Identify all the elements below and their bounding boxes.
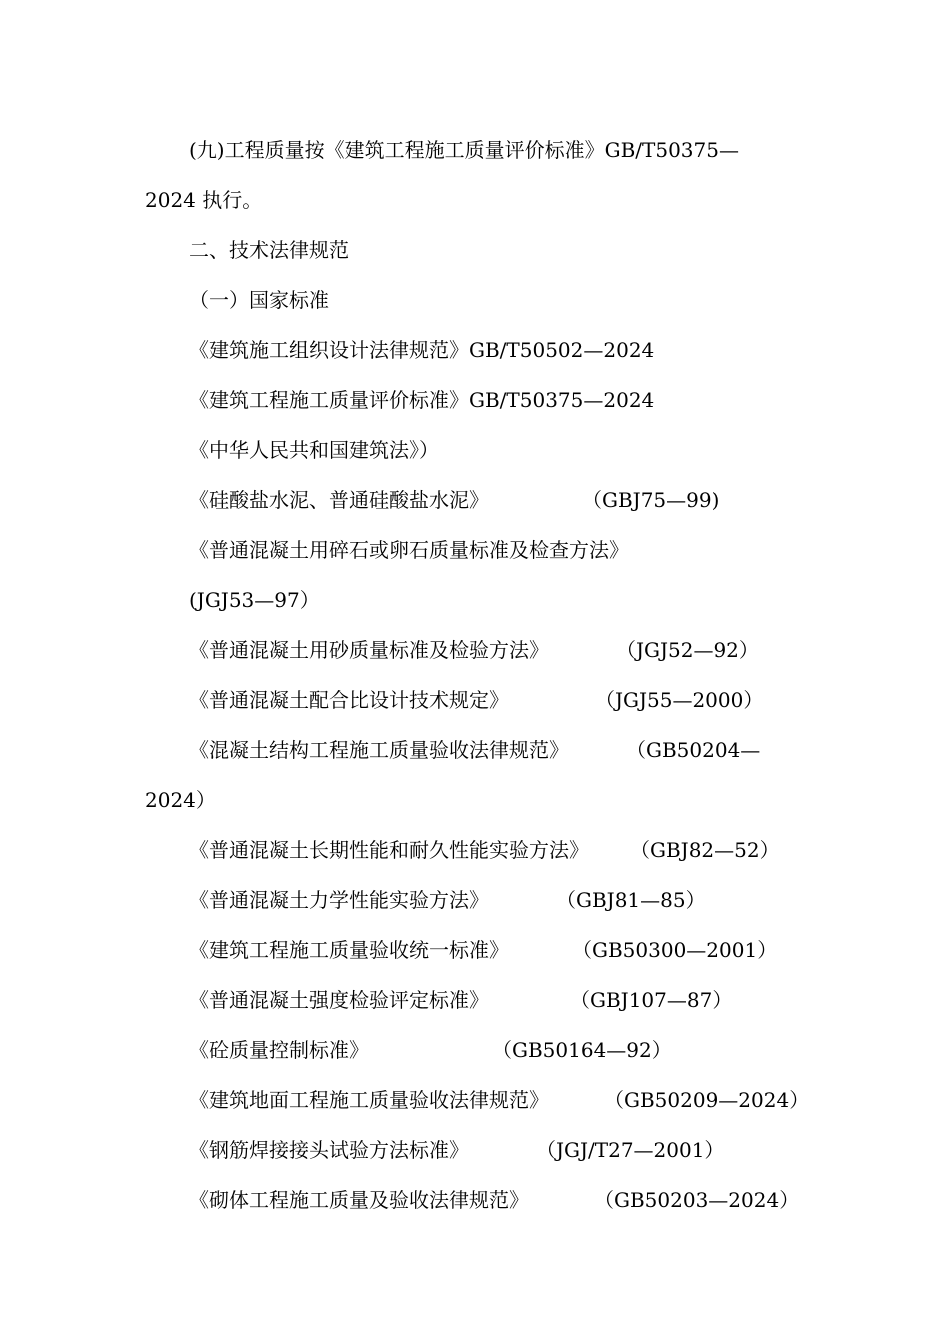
standard-item (189, 938, 509, 962)
subsection-heading-national-standards: （一）国家标准 (189, 288, 329, 312)
standard-item (189, 538, 629, 562)
standard-item (189, 688, 509, 712)
standard-name: 《中华人民共和国建筑法》） (189, 438, 439, 462)
standard-item (189, 488, 489, 512)
standard-item (189, 1138, 469, 1162)
standard-item (189, 1088, 549, 1112)
standard-code: （JGJ/T27—2001） (536, 1138, 725, 1162)
standard-code: （GBJ82—52） (630, 838, 780, 862)
standard-name: 《普通混凝土用砂质量标准及检验方法》 (189, 638, 549, 662)
paragraph-quality-line2: 2024 执行。 (145, 188, 263, 212)
standard-name: 《普通混凝土配合比设计技术规定》 (189, 688, 509, 712)
standard-name: 《建筑施工组织设计法律规范》GB/T50502—2024 (189, 338, 655, 362)
standard-code: （GB50300—2001） (572, 938, 778, 962)
standard-item (189, 338, 654, 362)
standard-item (189, 438, 439, 462)
standard-code: （GB50203—2024） (594, 1188, 800, 1212)
standard-name: 《普通混凝土强度检验评定标准》 (189, 988, 489, 1012)
standard-code: （GBJ81—85） (556, 888, 706, 912)
standard-code: （JGJ52—92） (616, 638, 759, 662)
standard-code: （GB50164—92） (492, 1038, 672, 1062)
standard-code: (JGJ53—97） (189, 588, 320, 612)
standard-name: 《建筑地面工程施工质量验收法律规范》 (189, 1088, 549, 1112)
section-heading-tech-regulations: 二、技术法律规范 (189, 238, 349, 262)
standard-code: （GB50204— (626, 738, 761, 762)
standard-name: 《普通混凝土力学性能实验方法》 (189, 888, 489, 912)
standard-item (189, 638, 549, 662)
standard-item (189, 588, 320, 612)
standard-code: （JGJ55—2000） (595, 688, 764, 712)
standard-name: 《普通混凝土用碎石或卵石质量标准及检查方法》 (189, 538, 629, 562)
paragraph-quality-line1: (九)工程质量按《建筑工程施工质量评价标准》GB/T50375— (189, 138, 739, 162)
standard-item (189, 1038, 369, 1062)
standard-code-continuation: 2024） (145, 788, 216, 812)
standard-name: 《硅酸盐水泥、普通硅酸盐水泥》 (189, 488, 489, 512)
standard-name: 《钢筋焊接接头试验方法标准》 (189, 1138, 469, 1162)
standard-code: （GB50209—2024） (604, 1088, 810, 1112)
standard-name: 《混凝土结构工程施工质量验收法律规范》 (189, 738, 569, 762)
standard-item (189, 738, 569, 762)
standard-code: （GBJ107—87） (570, 988, 733, 1012)
standard-item (189, 388, 654, 412)
standard-name: 《普通混凝土长期性能和耐久性能实验方法》 (189, 838, 589, 862)
standard-item (189, 988, 489, 1012)
standard-name: 《建筑工程施工质量评价标准》GB/T50375—2024 (189, 388, 655, 412)
standard-item (189, 888, 489, 912)
standard-name: 《砌体工程施工质量及验收法律规范》 (189, 1188, 529, 1212)
standard-item (189, 838, 589, 862)
standard-name: 《建筑工程施工质量验收统一标准》 (189, 938, 509, 962)
standard-name: 《砼质量控制标准》 (189, 1038, 369, 1062)
standard-code: （GBJ75—99) (582, 488, 720, 512)
standard-item (189, 1188, 529, 1212)
